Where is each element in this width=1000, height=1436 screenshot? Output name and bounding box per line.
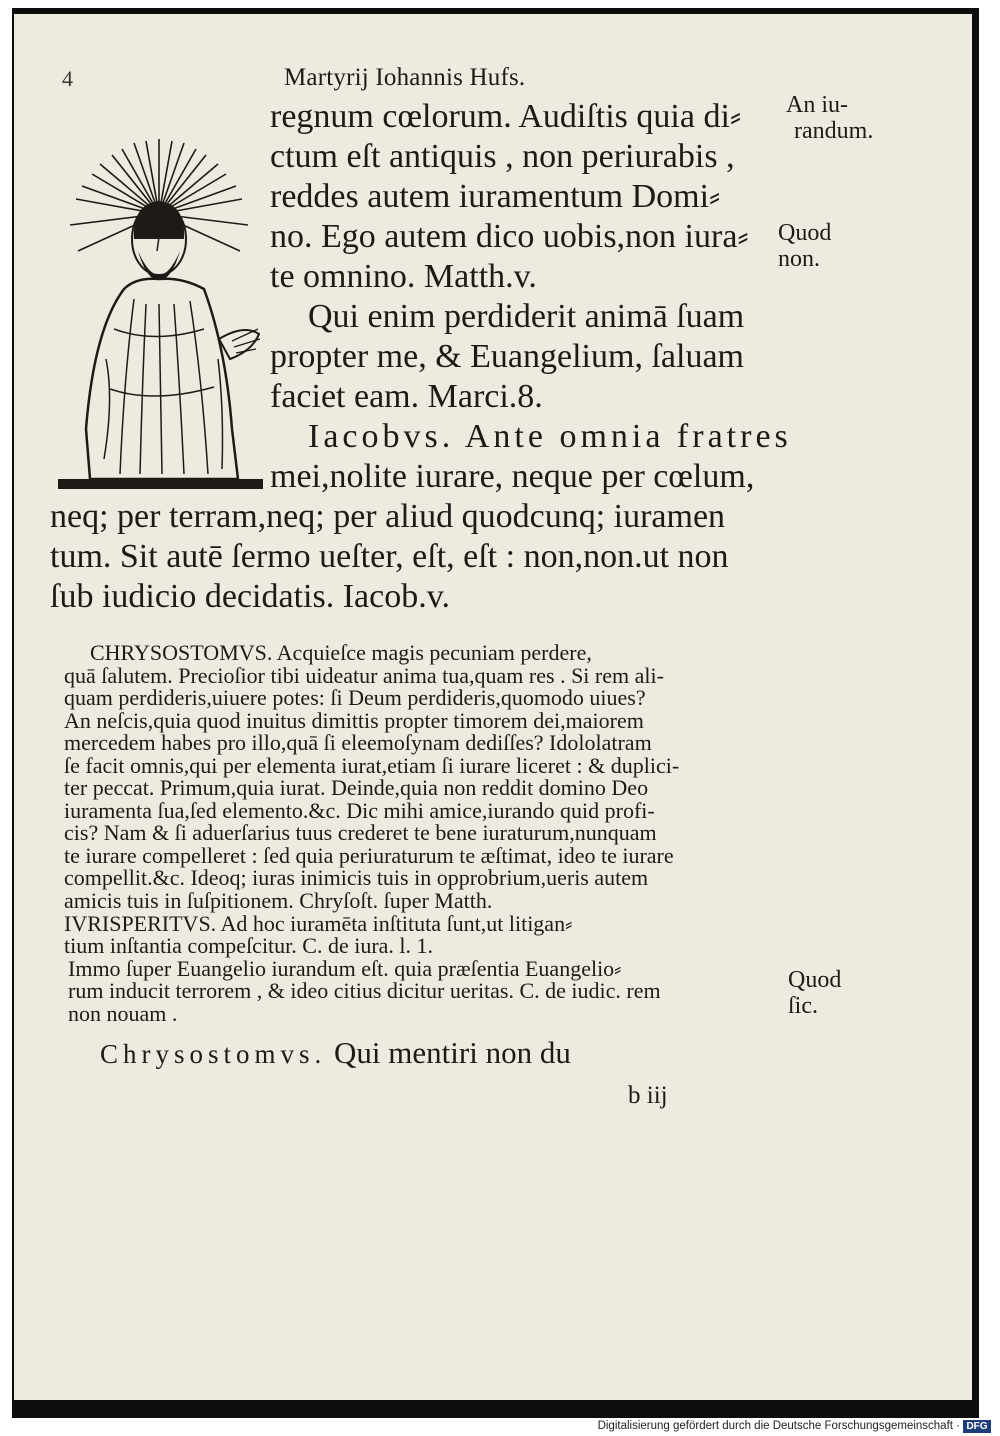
- commentary-line: An neſcis,quia quod inuitus dimittis propter timorem dei,maiorem: [64, 708, 644, 733]
- main-text-line: regnum cœlorum. Audiſtis quia di⸗: [270, 98, 742, 135]
- commentary-line: non nouam .: [68, 1001, 178, 1026]
- signature-mark: b iij: [628, 1082, 668, 1109]
- commentary-line: rum inducit terrorem , & ideo citius dicitur ueritas. C. de iudic. rem: [68, 978, 661, 1003]
- commentary-line: Immo ſuper Euangelio iurandum eſt. quia præſentia Euangelio⸗: [68, 956, 622, 981]
- page-number: 4: [62, 66, 73, 91]
- margin-note-3: Quod ſic.: [788, 967, 842, 1019]
- commentary-line: tium inſtantia compeſcitur. C. de iura. l. 1.: [64, 933, 434, 958]
- commentary-line: quam perdideris,uiuere potes: ſi Deum perdideris,quomodo uiues?: [64, 685, 646, 710]
- main-text-line: propter me, & Euangelium, ſaluam: [270, 338, 744, 375]
- commentary-line: ſe facit omnis,qui per elementa iurat,etiam ſi iurare liceret : & duplici-: [64, 753, 680, 778]
- dfg-logo: DFG: [963, 1420, 991, 1433]
- main-text-line: reddes autem iuramentum Domi⸗: [270, 178, 721, 215]
- woodcut-illustration: [54, 129, 264, 497]
- main-text-line: ſub iudicio decidatis. Iacob.v.: [50, 578, 451, 615]
- commentary-author: Chrysostomvs.: [100, 1039, 327, 1069]
- commentary-line: te iurare compelleret : ſed quia periuraturum te æſtimat, ideo te iurare: [64, 843, 674, 868]
- commentary-line: IVRISPERITVS. Ad hoc iuramēta inſtituta ſunt,ut litigan⸗: [64, 911, 573, 936]
- commentary-line: amicis tuis in ſuſpitionem. Chryſoſt. ſuper Matth.: [64, 888, 493, 913]
- commentary-line: cis? Nam & ſi aduerſarius tuus crederet te bene iuraturum,nunquam: [64, 820, 657, 845]
- funding-credit: Digitalisierung gefördert durch die Deutsche Forschungsgemeinschaft ·: [597, 1420, 960, 1432]
- main-text-line: neq; per terram,neq; per aliud quodcunq; iuramen: [50, 498, 726, 535]
- main-text-line: Iacobvs. Ante omnia fratres: [308, 418, 792, 455]
- commentary-final-line: [100, 1036, 571, 1071]
- main-text-line: mei,nolite iurare, neque per cœlum,: [270, 458, 755, 495]
- main-text-line: te omnino. Matth.v.: [270, 258, 537, 295]
- commentary-line: iuramenta ſua,ſed elemento.&c. Dic mihi amice,iurando quid profi-: [64, 798, 655, 823]
- commentary-line: mercedem habes pro illo,quā ſi eleemoſynam dediſſes? Idololatram: [64, 730, 652, 755]
- book-page: [14, 14, 972, 1400]
- commentary-line: CHRYSOSTOMVS. Acquieſce magis pecuniam perdere,: [90, 640, 592, 665]
- footer-credit-bar: [0, 1418, 1000, 1436]
- main-text-line: tum. Sit autē ſermo ueſter, eſt, eſt : non,non.ut non: [50, 538, 729, 575]
- main-text-line: no. Ego autem dico uobis,non iura⸗: [270, 218, 749, 255]
- commentary-text: Qui mentiri non du: [334, 1035, 571, 1070]
- main-text-line: ctum eſt antiquis , non periurabis ,: [270, 138, 735, 175]
- running-head: Martyrij Iohannis Hufs.: [284, 64, 526, 91]
- margin-note-1: An iu- randum.: [786, 92, 874, 144]
- margin-note-2: Quod non.: [778, 220, 832, 272]
- commentary-line: quā ſalutem. Precioſior tibi uideatur anima tua,quam res . Si rem ali-: [64, 663, 664, 688]
- commentary-line: ter peccat. Primum,quia iurat. Deinde,quia non reddit domino Deo: [64, 775, 649, 800]
- main-text-line: Qui enim perdiderit animā ſuam: [308, 298, 745, 335]
- main-text-line: faciet eam. Marci.8.: [270, 378, 543, 415]
- commentary-line: compellit.&c. Ideoq; iuras inimicis tuis in opprobrium,ueris autem: [64, 865, 649, 890]
